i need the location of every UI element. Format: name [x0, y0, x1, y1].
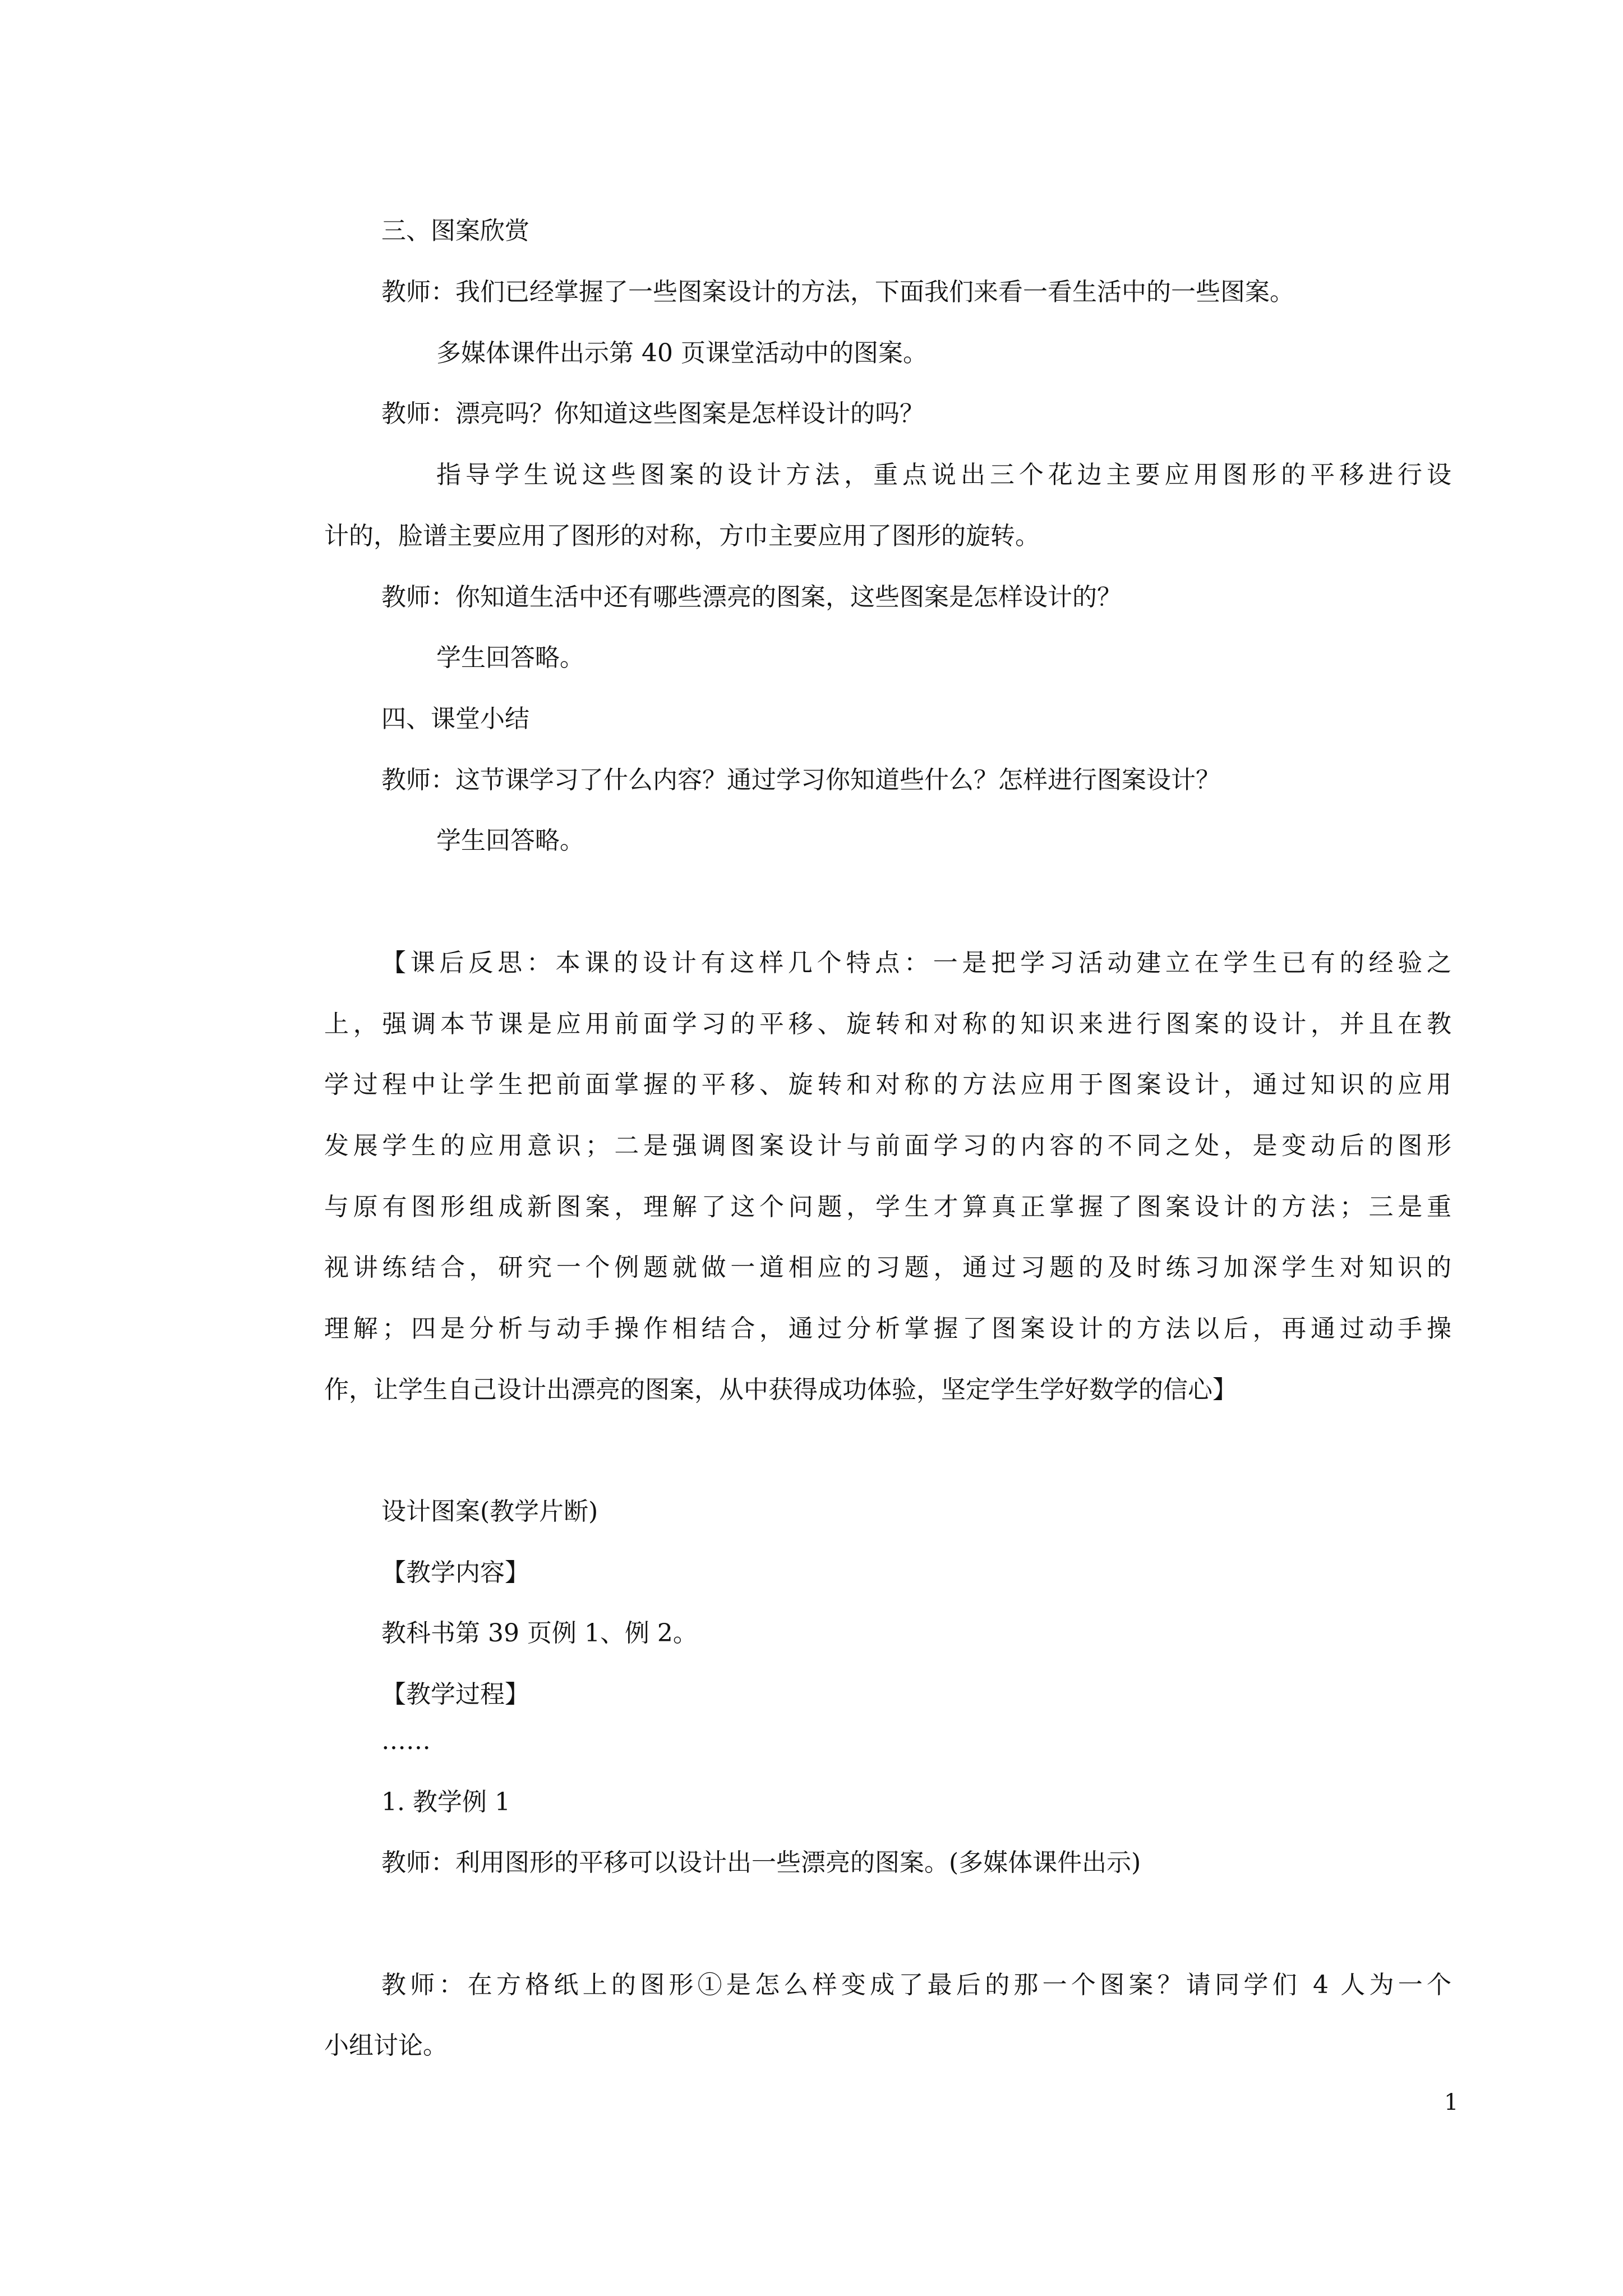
paragraph-line: 指导学生说这些图案的设计方法，重点说出三个花边主要应用图形的平移进行设 — [436, 461, 1451, 489]
paragraph-line: 教师：你知道生活中还有哪些漂亮的图案，这些图案是怎样设计的？ — [381, 583, 1122, 611]
paragraph-line: 教师：漂亮吗？你知道这些图案是怎样设计的吗？ — [381, 399, 924, 428]
page-number: 1 — [1444, 2090, 1459, 2115]
subheading-teaching-process: 【教学过程】 — [381, 1680, 529, 1709]
paragraph-line: 教师：利用图形的平移可以设计出一些漂亮的图案。(多媒体课件出示) — [381, 1848, 1141, 1877]
paragraph-line: 教师：我们已经掌握了一些图案设计的方法，下面我们来看一看生活中的一些图案。 — [381, 278, 1294, 306]
paragraph-line: 计的，脸谱主要应用了图形的对称，方巾主要应用了图形的旋转。 — [324, 522, 1040, 550]
section-heading-class-summary: 四、课堂小结 — [381, 705, 529, 733]
paragraph-line: 小组讨论。 — [324, 2031, 448, 2060]
paragraph-line: 多媒体课件出示第 40 页课堂活动中的图案。 — [436, 339, 928, 367]
paragraph-line: 教师：这节课学习了什么内容？通过学习你知道些什么？怎样进行图案设计？ — [381, 766, 1220, 794]
numbered-item-example-1: 1. 教学例 1 — [381, 1788, 510, 1816]
reflection-line: 视讲练结合，研究一个例题就做一道相应的习题，通过习题的及时练习加深学生对知识的 — [324, 1253, 1451, 1282]
reflection-line: 作，让学生自己设计出漂亮的图案，从中获得成功体验，坚定学生学好数学的信心】 — [324, 1375, 1237, 1404]
paragraph-line: 教科书第 39 页例 1、例 2。 — [381, 1619, 698, 1648]
reflection-line: 发展学生的应用意识；二是强调图案设计与前面学习的内容的不同之处，是变动后的图形 — [324, 1131, 1451, 1160]
section-title-design-pattern: 设计图案(教学片断) — [381, 1497, 598, 1526]
section-heading-pattern-appreciation: 三、图案欣赏 — [381, 217, 529, 245]
reflection-line: 学过程中让学生把前面掌握的平移、旋转和对称的方法应用于图案设计，通过知识的应用 — [324, 1070, 1451, 1099]
ellipsis-line: …… — [381, 1727, 431, 1755]
reflection-line: 上，强调本节课是应用前面学习的平移、旋转和对称的知识来进行图案的设计，并且在教 — [324, 1010, 1451, 1038]
reflection-line: 理解；四是分析与动手操作相结合，通过分析掌握了图案设计的方法以后，再通过动手操 — [324, 1314, 1451, 1343]
subheading-teaching-content: 【教学内容】 — [381, 1558, 529, 1587]
paragraph-line: 学生回答略。 — [436, 826, 584, 855]
reflection-line: 与原有图形组成新图案，理解了这个问题，学生才算真正掌握了图案设计的方法；三是重 — [324, 1193, 1451, 1221]
paragraph-line: 教师：在方格纸上的图形①是怎么样变成了最后的那一个图案？请同学们 4 人为一个 — [381, 1971, 1451, 1999]
reflection-line: 【课后反思：本课的设计有这样几个特点：一是把学习活动建立在学生已有的经验之 — [381, 949, 1451, 977]
paragraph-line: 学生回答略。 — [436, 643, 584, 672]
